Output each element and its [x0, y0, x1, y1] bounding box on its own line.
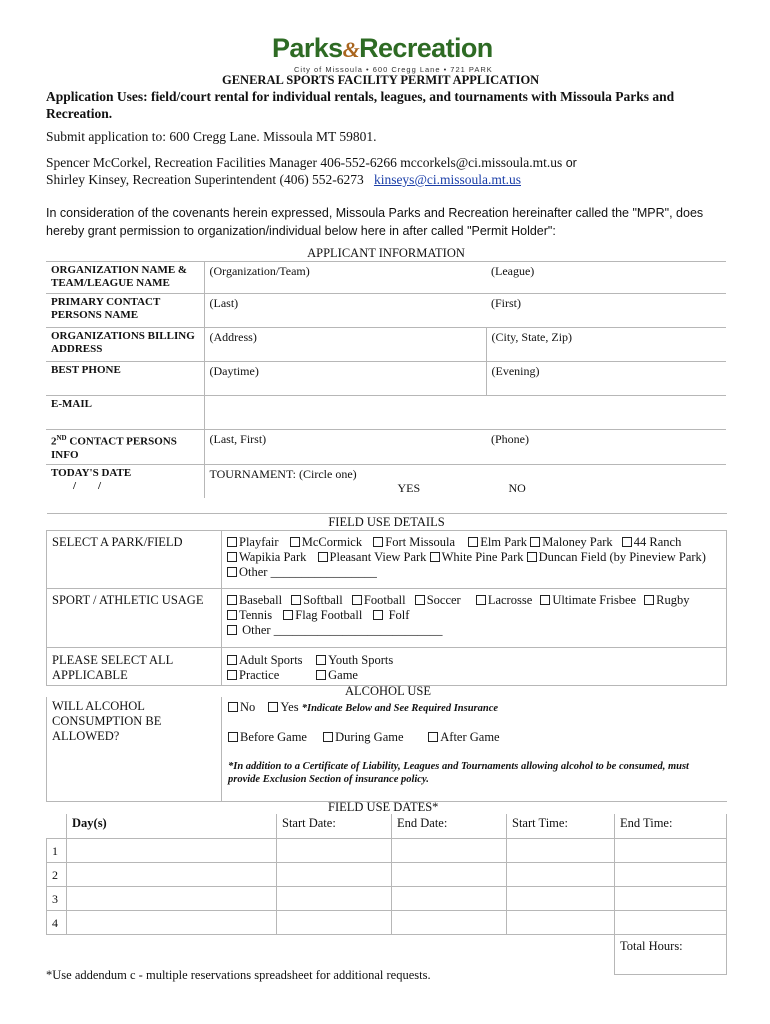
- row-number: 2: [47, 862, 67, 886]
- todays-date-label: TODAY'S DATE / /: [46, 464, 204, 498]
- park-other[interactable]: Other _________________: [227, 565, 377, 579]
- row-number: 3: [47, 886, 67, 910]
- field-use-table: [46, 513, 727, 686]
- start-time-cell[interactable]: [507, 862, 615, 886]
- checkbox-icon: [227, 595, 237, 605]
- sport-baseball[interactable]: Baseball: [227, 593, 282, 607]
- checkbox-icon: [527, 552, 537, 562]
- alcohol-yes-no: [228, 700, 498, 716]
- application-uses: Application Uses: field/court rental for individual rentals, leagues, and tournaments with Missoula Parks and Recreation.: [46, 89, 675, 121]
- park-pleasant-view[interactable]: Pleasant View Park: [318, 550, 427, 564]
- start-time-cell[interactable]: [507, 886, 615, 910]
- usage-youth-sports[interactable]: Youth Sports: [316, 653, 393, 667]
- alcohol-no[interactable]: No: [228, 700, 255, 714]
- checkbox-icon: [352, 595, 362, 605]
- second-contact-name-field[interactable]: (Last, First): [204, 430, 486, 465]
- end-time-cell[interactable]: [615, 862, 727, 886]
- tournament-cell: [204, 464, 726, 498]
- park-wapikia[interactable]: Wapikia Park: [227, 550, 306, 564]
- checkbox-icon: [291, 595, 301, 605]
- page-title: GENERAL SPORTS FACILITY PERMIT APPLICATION: [222, 73, 540, 87]
- alcohol-during-game[interactable]: During Game: [323, 730, 425, 745]
- days-cell[interactable]: [67, 886, 277, 910]
- contact-last-field[interactable]: (Last): [204, 294, 486, 328]
- checkbox-icon: [318, 552, 328, 562]
- park-white-pine[interactable]: White Pine Park: [430, 550, 524, 564]
- daytime-phone-field[interactable]: (Daytime): [204, 362, 486, 396]
- checkbox-icon: [622, 537, 632, 547]
- checkbox-icon: [644, 595, 654, 605]
- checkbox-icon: [428, 732, 438, 742]
- checkbox-icon: [323, 732, 333, 742]
- tournament-yes[interactable]: YES: [397, 480, 421, 495]
- alcohol-header: ALCOHOL USE: [345, 684, 431, 698]
- sport-softball[interactable]: Softball: [291, 593, 343, 607]
- applicant-info-table: [46, 245, 726, 498]
- alcohol-timing: [228, 730, 500, 745]
- alcohol-label: WILL ALCOHOL CONSUMPTION BE ALLOWED?: [52, 699, 162, 743]
- select-applicable-label: PLEASE SELECT ALL APPLICABLE: [47, 648, 222, 686]
- sport-rugby[interactable]: Rugby: [644, 593, 689, 607]
- alcohol-yes[interactable]: Yes: [268, 700, 298, 714]
- field-use-dates-table: [46, 814, 727, 975]
- field-use-header: FIELD USE DETAILS: [47, 514, 727, 531]
- address-field[interactable]: (Address): [204, 328, 486, 362]
- table-row: [47, 838, 727, 862]
- col-end-date: End Date:: [392, 814, 507, 838]
- start-date-cell[interactable]: [277, 886, 392, 910]
- start-date-cell[interactable]: [277, 838, 392, 862]
- usage-game[interactable]: Game: [316, 668, 358, 682]
- footer-note: *Use addendum c - multiple reservations spreadsheet for additional requests.: [46, 968, 431, 982]
- sport-soccer[interactable]: Soccer: [415, 593, 461, 607]
- start-date-cell[interactable]: [277, 862, 392, 886]
- checkbox-icon: [373, 610, 383, 620]
- contact-first-field[interactable]: (First): [486, 294, 726, 328]
- col-days: Day(s): [67, 814, 277, 838]
- checkbox-icon: [227, 537, 237, 547]
- evening-phone-field[interactable]: (Evening): [486, 362, 726, 396]
- table-row: [47, 862, 727, 886]
- checkbox-icon: [290, 537, 300, 547]
- date-slashes[interactable]: / /: [73, 479, 102, 492]
- org-name-label: ORGANIZATION NAME & TEAM/LEAGUE NAME: [46, 262, 204, 294]
- checkbox-icon: [227, 625, 237, 635]
- checkbox-icon: [227, 670, 237, 680]
- park-44-ranch[interactable]: 44 Ranch: [622, 535, 682, 549]
- checkbox-icon: [228, 702, 238, 712]
- tournament-no[interactable]: NO: [508, 480, 526, 495]
- start-time-cell[interactable]: [507, 910, 615, 934]
- end-date-cell[interactable]: [392, 886, 507, 910]
- row-number: 4: [47, 910, 67, 934]
- checkbox-icon: [228, 732, 238, 742]
- league-field[interactable]: (League): [491, 264, 535, 278]
- start-date-cell[interactable]: [277, 910, 392, 934]
- end-time-cell[interactable]: [615, 838, 727, 862]
- parks-recreation-logo: Parks&Recreation City of Missoula • 600 Cregg Lane • 721 PARK: [272, 33, 493, 74]
- col-start-date: Start Date:: [277, 814, 392, 838]
- col-end-time: End Time:: [615, 814, 727, 838]
- park-playfair[interactable]: Playfair: [227, 535, 279, 549]
- contact-line-1: Spencer McCorkel, Recreation Facilities Manager 406-552-6266 mccorkels@ci.missoula.mt.us or: [46, 155, 577, 170]
- row-number: 1: [47, 838, 67, 862]
- sport-other[interactable]: Other ___________________________: [227, 623, 442, 637]
- end-date-cell[interactable]: [392, 910, 507, 934]
- checkbox-icon: [268, 702, 278, 712]
- alcohol-after-game[interactable]: After Game: [428, 730, 499, 744]
- city-state-zip-field[interactable]: (City, State, Zip): [486, 328, 726, 362]
- park-options: [222, 531, 727, 589]
- table-row: [47, 886, 727, 910]
- park-label: SELECT A PARK/FIELD: [47, 531, 222, 589]
- applicant-info-header: APPLICANT INFORMATION: [46, 245, 726, 262]
- alcohol-before-game[interactable]: Before Game: [228, 730, 320, 745]
- sport-lacrosse[interactable]: Lacrosse: [476, 593, 532, 607]
- contact-line-2: Shirley Kinsey, Recreation Superintendent (406) 552-6273 kinseys@ci.missoula.mt.us: [46, 172, 521, 187]
- intro-paragraph: In consideration of the covenants herein expressed, Missoula Parks and Recreation hereinafter called the "MPR", does hereby grant permission to organization/individual below here in after called "Permit Holder":: [46, 206, 704, 238]
- sport-ultimate-frisbee[interactable]: Ultimate Frisbee: [540, 593, 636, 607]
- usage-adult-sports[interactable]: Adult Sports: [227, 653, 313, 668]
- checkbox-icon: [227, 552, 237, 562]
- checkbox-icon: [373, 537, 383, 547]
- col-start-time: Start Time:: [507, 814, 615, 838]
- best-phone-label: BEST PHONE: [46, 362, 204, 396]
- checkbox-icon: [316, 655, 326, 665]
- park-maloney[interactable]: Maloney Park: [530, 535, 612, 549]
- usage-options: [222, 648, 727, 686]
- park-elm[interactable]: Elm Park: [468, 535, 527, 549]
- checkbox-icon: [430, 552, 440, 562]
- days-cell[interactable]: [67, 910, 277, 934]
- sport-flag-football[interactable]: Flag Football: [283, 608, 362, 622]
- checkbox-icon: [316, 670, 326, 680]
- checkbox-icon: [415, 595, 425, 605]
- checkbox-icon: [227, 567, 237, 577]
- second-contact-label: 2ND CONTACT PERSONS INFO: [46, 430, 204, 465]
- sport-label: SPORT / ATHLETIC USAGE: [47, 589, 222, 648]
- tournament-label: TOURNAMENT: (Circle one): [209, 466, 357, 481]
- primary-contact-label: PRIMARY CONTACT PERSONS NAME: [46, 294, 204, 328]
- checkbox-icon: [468, 537, 478, 547]
- end-date-cell[interactable]: [392, 862, 507, 886]
- end-time-cell[interactable]: [615, 910, 727, 934]
- checkbox-icon: [476, 595, 486, 605]
- checkbox-icon: [283, 610, 293, 620]
- days-cell[interactable]: [67, 838, 277, 862]
- checkbox-icon: [540, 595, 550, 605]
- alcohol-yes-note: *Indicate Below and See Required Insurance: [301, 703, 499, 714]
- end-date-cell[interactable]: [392, 838, 507, 862]
- submit-address: Submit application to: 600 Cregg Lane. Missoula MT 59801.: [46, 129, 377, 144]
- park-mccormick[interactable]: McCormick: [290, 535, 362, 549]
- second-contact-phone-field[interactable]: (Phone): [486, 430, 726, 465]
- org-team-field[interactable]: (Organization/Team): [209, 264, 310, 278]
- end-time-cell[interactable]: [615, 886, 727, 910]
- total-hours[interactable]: Total Hours:: [615, 934, 727, 974]
- table-row: [47, 910, 727, 934]
- email-link[interactable]: kinseys@ci.missoula.mt.us: [373, 172, 521, 187]
- checkbox-icon: [227, 655, 237, 665]
- sport-football[interactable]: Football: [352, 593, 406, 607]
- email-label: E-MAIL: [46, 396, 204, 430]
- alcohol-insurance-note: *In addition to a Certificate of Liability, Leagues and Tournaments allowing alcohol to be consumed, must provide Exclusion Section of insurance policy.: [228, 761, 689, 785]
- start-time-cell[interactable]: [507, 838, 615, 862]
- park-duncan-field[interactable]: Duncan Field (by Pineview Park): [527, 550, 706, 564]
- billing-address-label: ORGANIZATIONS BILLING ADDRESS: [46, 328, 204, 362]
- sport-options: [222, 589, 727, 648]
- sport-folf[interactable]: Folf: [373, 608, 409, 622]
- email-field[interactable]: [204, 396, 726, 430]
- checkbox-icon: [227, 610, 237, 620]
- alcohol-divider: [221, 697, 222, 801]
- park-fort-missoula[interactable]: Fort Missoula: [373, 535, 455, 549]
- days-cell[interactable]: [67, 862, 277, 886]
- checkbox-icon: [530, 537, 540, 547]
- sport-tennis[interactable]: Tennis: [227, 608, 272, 622]
- usage-practice[interactable]: Practice: [227, 668, 313, 683]
- dates-header: FIELD USE DATES*: [328, 800, 439, 814]
